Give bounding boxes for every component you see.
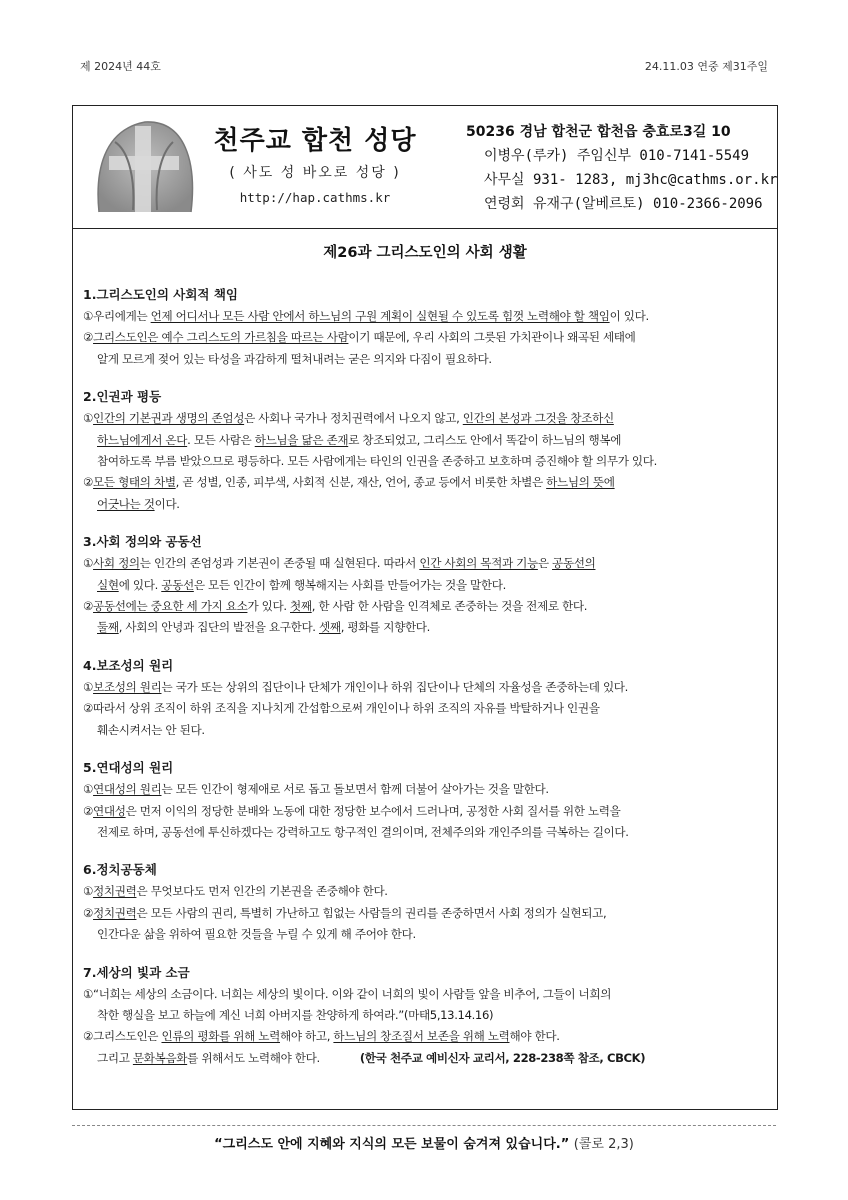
quote-reference: (콜로 2,3) [573,1137,634,1152]
section-heading: 5.연대성의 원리 [83,760,174,776]
paragraph: 어긋나는 것이다. [97,496,180,511]
paragraph: 하느님에게서 온다. 모든 사람은 하느님을 닮은 존재로 창조되었고, 그리스도 안에서 똑같이 하느님의 행복에 [97,432,622,447]
section-subsidiarity [83,655,773,741]
paragraph: ①우리에게는 언제 어디서나 모든 사람 안에서 하느님의 구원 계획이 실현될 수 있도록 힘껏 노력해야 할 책임이 있다. [83,309,649,323]
section-heading: 2.인권과 평등 [83,389,162,405]
citation: (한국 천주교 예비신자 교리서, 228-238쪽 참조, CBCK) [359,1050,646,1065]
paragraph: ②따라서 상위 조직이 하위 조직을 지나치게 간섭함으로써 개인이나 하위 조직의 자유를 박탈하거나 인권을 [83,701,600,716]
pastor-contact: 이병우(루카) 주임신부 010-7141-5549 [484,148,750,164]
paragraph: ②그리스도인은 인류의 평화를 위해 노력해야 하고, 하느님의 창조질서 보존을 위해 노력해야 한다. [83,1029,560,1044]
section-heading: 7.세상의 빛과 소금 [83,964,190,980]
paragraph: ②공동선에는 중요한 세 가지 요소가 있다. 첫째, 한 사람 한 사람을 인격체로 존중하는 것을 전제로 한다. [83,599,588,614]
section-heading: 3.사회 정의와 공동선 [83,534,202,550]
lesson-content [83,284,773,1085]
paragraph: ②연대성은 먼저 이익의 정당한 분배와 노동에 대한 정당한 보수에서 드러나며, 공정한 사회 질서를 위한 노력을 [83,803,621,818]
section-human-rights [83,386,773,515]
parish-subtitle: ( 사도 성 바오로 성당 ) [229,165,401,181]
quote-text: “그리스도 안에 지혜와 지식의 모든 보물이 숨겨져 있습니다.” [214,1137,570,1152]
paragraph: ①정치권력은 무엇보다도 먼저 인간의 기본권을 존중해야 한다. [83,884,388,899]
paragraph: 인간다운 삶을 위하여 필요한 것들을 누릴 수 있게 해 주어야 한다. [97,927,416,942]
section-heading: 4.보조성의 원리 [83,657,174,673]
paragraph: 둘째, 사회의 안녕과 집단의 발전을 요구한다. 셋째, 평화를 지향한다. [97,620,430,635]
paragraph: 알게 모르게 젖어 있는 타성을 과감하게 떨쳐내려는 굳은 의지와 다짐이 필요하다. [97,351,492,366]
footer-quote [0,1133,848,1152]
paragraph: 전제로 하며, 공동선에 투신하겠다는 강력하고도 항구적인 결의이며, 전체주의와 개인주의를 극복하는 길이다. [97,824,629,839]
section-solidarity [83,757,773,843]
parish-url: http://hap.cathms.kr [239,190,391,205]
section-heading: 1.그리스도인의 사회적 책임 [83,287,238,302]
paragraph: ①사회 정의는 인간의 존엄성과 기본권이 존중될 때 실현된다. 따라서 인간 사회의 목적과 기능은 공동선의 [83,556,596,571]
parish-logo-cross-icon [85,112,203,220]
paragraph: ①“너희는 세상의 소금이다. 너희는 세상의 빛이다. 이와 같이 너희의 빛이 사람들 앞을 비추어, 그들이 너희의 [83,986,612,1001]
section-heading: 6.정치공동체 [83,862,157,878]
address: 50236 경남 합천군 합천읍 충효로3길 10 [466,124,731,140]
paragraph: 실현에 있다. 공동선은 모든 인간이 함께 행복해지는 사회를 만들어가는 것을 말한다. [97,577,506,592]
paragraph: ①인간의 기본권과 생명의 존엄성은 사회나 국가나 정치권력에서 나오지 않고, 인간의 본성과 그것을 창조하신 [83,411,614,426]
bulletin-frame [72,105,778,1110]
top-line [80,58,768,74]
paragraph: 훼손시켜서는 안 된다. [97,722,205,737]
council-contact: 연령회 유재구(알베르토) 010-2366-2096 [484,196,763,212]
section-social-justice [83,531,773,639]
lesson-title: 제26과 그리스도인의 사회 생활 [323,245,527,261]
parish-name: 천주교 합천 성당 [213,126,417,156]
paragraph: 참여하도록 부름 받았으므로 평등하다. 모든 사람에게는 타인의 인권을 존중하고 보호하며 증진해야 할 의무가 있다. [97,454,657,469]
contact-block [466,120,776,216]
paragraph: ①보조성의 원리는 국가 또는 상위의 집단이나 단체가 개인이나 하위 집단이나 단체의 자율성을 존중하는데 있다. [83,679,628,694]
office-contact: 사무실 931- 1283, mj3hc@cathms.or.kr [484,172,778,188]
bulletin-header [73,106,777,229]
paragraph: 착한 행실을 보고 하늘에 계신 너희 아버지를 찬양하게 하여라.”(마태5,13.14.16) [97,1007,494,1022]
section-light-and-salt [83,962,773,1070]
section-political-community [83,859,773,945]
issue-date: 24.11.03 연중 제31주일 [644,60,768,73]
paragraph: ①연대성의 원리는 모든 인간이 형제애로 서로 돕고 돌보면서 함께 더불어 살아가는 것을 말한다. [83,782,549,797]
footer-divider [72,1125,776,1126]
paragraph: ②그리스도인은 예수 그리스도의 가르침을 따르는 사람이기 때문에, 우리 사회의 그릇된 가치관이나 왜곡된 세태에 [83,330,636,345]
paragraph: ②모든 형태의 차별, 곧 성별, 인종, 피부색, 사회적 신분, 재산, 언어, 종교 등에서 비롯한 차별은 하느님의 뜻에 [83,475,615,490]
issue-number: 제 2024년 44호 [80,60,161,73]
paragraph: 그리고 문화복음화를 위해서도 노력해야 한다. (한국 천주교 예비신자 교리서, 228-238쪽 참조, CBCK) [97,1050,646,1065]
section-social-responsibility [83,284,773,370]
paragraph: ②정치권력은 모든 사람의 권리, 특별히 가난하고 힘없는 사람들의 권리를 존중하면서 사회 정의가 실현되고, [83,905,607,920]
